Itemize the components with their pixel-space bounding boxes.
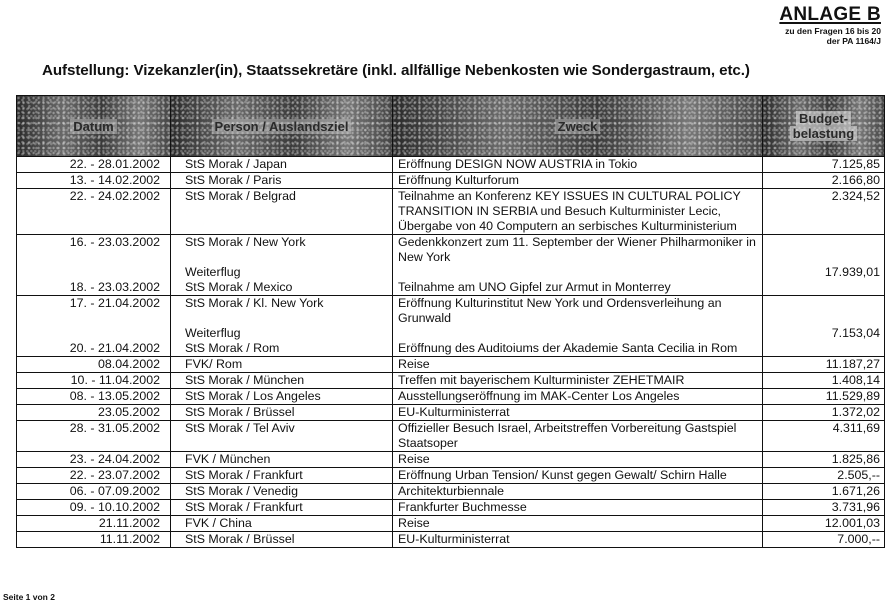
amount-text: 11.187,27 <box>825 357 880 371</box>
onward-flight-label: Weiterflug <box>185 265 241 279</box>
table-row <box>17 389 885 405</box>
date-text: 16. - 23.03.2002 <box>69 235 160 249</box>
cell-person-destination <box>171 516 393 532</box>
purpose-text: Gedenkkonzert zum 11. September der Wiener Philharmoniker in New York <box>398 235 756 264</box>
amount-text: 7.125,85 <box>831 157 880 171</box>
person-text: FVK/ Rom <box>185 357 243 371</box>
date-text: 21.11.2002 <box>98 516 160 530</box>
table-row <box>17 421 885 452</box>
cell-purpose <box>393 468 763 484</box>
date-text: 08. - 13.05.2002 <box>69 389 160 403</box>
annex-title: ANLAGE B <box>779 4 881 25</box>
cell-person-destination <box>171 500 393 516</box>
cell-person-destination <box>171 296 393 357</box>
cell-purpose <box>393 157 763 173</box>
continuation-person-text: StS Morak / Rom <box>185 341 280 355</box>
cell-person-destination <box>171 421 393 452</box>
cell-person-destination <box>171 173 393 189</box>
person-text: StS Morak / Venedig <box>185 484 298 498</box>
table-row <box>17 189 885 235</box>
cell-date <box>17 157 171 173</box>
cell-date <box>17 173 171 189</box>
table-row <box>17 500 885 516</box>
table-row <box>17 173 885 189</box>
cell-purpose <box>393 173 763 189</box>
cell-date <box>17 296 171 357</box>
continuation-purpose-text: Teilnahme am UNO Gipfel zur Armut in Monterrey <box>398 280 671 294</box>
table-row <box>17 235 885 296</box>
continuation-purpose-text: Eröffnung des Auditoiums der Akademie Santa Cecilia in Rom <box>398 341 738 355</box>
cell-budget <box>763 532 885 548</box>
cell-person-destination <box>171 452 393 468</box>
person-text: StS Morak / Los Angeles <box>185 389 321 403</box>
cell-purpose <box>393 421 763 452</box>
cell-date <box>17 189 171 235</box>
amount-text: 1.671,26 <box>831 484 880 498</box>
purpose-text: Reise <box>398 357 430 371</box>
cell-budget <box>763 468 885 484</box>
cell-date <box>17 373 171 389</box>
cell-purpose <box>393 516 763 532</box>
date-text: 13. - 14.02.2002 <box>69 173 160 187</box>
header-budget: Budget- belastung <box>763 96 885 157</box>
person-text: StS Morak / Brüssel <box>185 532 295 546</box>
purpose-text: Teilnahme an Konferenz KEY ISSUES IN CULTURAL POLICY TRANSITION IN SERBIA und Besuch Kulturminister Lecic, Übergabe von 40 Computern an serbisches Kulturministerium <box>398 189 741 233</box>
person-text: StS Morak / Frankfurt <box>185 468 303 482</box>
cell-purpose <box>393 405 763 421</box>
cell-date <box>17 468 171 484</box>
cell-purpose <box>393 235 763 296</box>
cell-budget <box>763 235 885 296</box>
date-text: 09. - 10.10.2002 <box>69 500 160 514</box>
cell-budget <box>763 452 885 468</box>
cell-budget <box>763 389 885 405</box>
continuation-date-text: 18. - 23.03.2002 <box>69 280 160 294</box>
purpose-text: Eröffnung Kulturforum <box>398 173 519 187</box>
purpose-text: Reise <box>398 452 430 466</box>
cell-date <box>17 532 171 548</box>
table-row <box>17 373 885 389</box>
person-text: FVK / München <box>185 452 271 466</box>
date-text: 08.04.2002 <box>97 357 160 371</box>
purpose-text: Frankfurter Buchmesse <box>398 500 527 514</box>
person-text: StS Morak / New York <box>185 235 306 249</box>
amount-text: 4.311,69 <box>832 421 880 435</box>
cell-budget <box>763 484 885 500</box>
cell-purpose <box>393 389 763 405</box>
amount-text: 7.000,-- <box>837 532 880 546</box>
table-row <box>17 516 885 532</box>
purpose-text: Ausstellungseröffnung im MAK-Center Los Angeles <box>398 389 680 403</box>
cell-date <box>17 500 171 516</box>
table-row <box>17 484 885 500</box>
header-person-destination: Person / Auslandsziel <box>171 96 393 157</box>
amount-text: 1.825,86 <box>831 452 880 466</box>
person-text: StS Morak / Brüssel <box>185 405 295 419</box>
person-text: StS Morak / München <box>185 373 305 387</box>
cell-date <box>17 389 171 405</box>
onward-flight-label: Weiterflug <box>185 326 241 340</box>
table-row <box>17 357 885 373</box>
annex-block <box>779 4 881 46</box>
cell-person-destination <box>171 373 393 389</box>
amount-text: 17.939,01 <box>824 265 880 279</box>
amount-text: 3.731,96 <box>831 500 880 514</box>
person-text: StS Morak / Belgrad <box>185 189 296 203</box>
cell-budget <box>763 373 885 389</box>
cell-budget <box>763 173 885 189</box>
date-text: 17. - 21.04.2002 <box>69 296 160 310</box>
cell-budget <box>763 516 885 532</box>
table-body <box>17 157 885 548</box>
cell-person-destination <box>171 532 393 548</box>
cell-purpose <box>393 532 763 548</box>
amount-text: 2.324,52 <box>831 189 880 203</box>
cell-person-destination <box>171 389 393 405</box>
table-row <box>17 405 885 421</box>
cell-budget <box>763 421 885 452</box>
cell-person-destination <box>171 357 393 373</box>
header-purpose: Zweck <box>393 96 763 157</box>
continuation-date-text: 20. - 21.04.2002 <box>69 341 160 355</box>
amount-text: 1.372,02 <box>831 405 880 419</box>
date-text: 10. - 11.04.2002 <box>70 373 160 387</box>
cell-budget <box>763 189 885 235</box>
cell-date <box>17 516 171 532</box>
date-text: 22. - 23.07.2002 <box>69 468 160 482</box>
table-row <box>17 296 885 357</box>
date-text: 23. - 24.04.2002 <box>69 452 160 466</box>
cell-budget <box>763 296 885 357</box>
person-text: StS Morak / Japan <box>185 157 287 171</box>
purpose-text: Eröffnung Urban Tension/ Kunst gegen Gewalt/ Schirn Halle <box>398 468 727 482</box>
header-date: Datum <box>17 96 171 157</box>
amount-text: 7.153,04 <box>831 326 880 340</box>
date-text: 11.11.2002 <box>99 532 160 546</box>
table-row <box>17 532 885 548</box>
date-text: 22. - 28.01.2002 <box>69 157 160 171</box>
purpose-text: Reise <box>398 516 430 530</box>
amount-text: 11.529,89 <box>825 389 880 403</box>
person-text: StS Morak / Frankfurt <box>185 500 303 514</box>
date-text: 23.05.2002 <box>97 405 160 419</box>
cell-budget <box>763 405 885 421</box>
person-text: StS Morak / Paris <box>185 173 282 187</box>
expense-table <box>16 95 885 548</box>
purpose-text: Eröffnung Kulturinstitut New York und Ordensverleihung an Grunwald <box>398 296 722 325</box>
purpose-text: Eröffnung DESIGN NOW AUSTRIA in Tokio <box>398 157 638 171</box>
cell-date <box>17 357 171 373</box>
table-row <box>17 157 885 173</box>
purpose-text: Architekturbiennale <box>398 484 505 498</box>
amount-text: 2.166,80 <box>831 173 880 187</box>
date-text: 28. - 31.05.2002 <box>69 421 160 435</box>
table-row <box>17 452 885 468</box>
person-text: FVK / China <box>185 516 252 530</box>
cell-person-destination <box>171 468 393 484</box>
cell-purpose <box>393 189 763 235</box>
cell-budget <box>763 157 885 173</box>
cell-person-destination <box>171 235 393 296</box>
cell-person-destination <box>171 157 393 173</box>
annex-reference-pa: der PA 1164/J <box>826 36 881 46</box>
cell-purpose <box>393 500 763 516</box>
page-number: Seite 1 von 2 <box>3 592 55 602</box>
cell-date <box>17 405 171 421</box>
cell-date <box>17 484 171 500</box>
cell-person-destination <box>171 484 393 500</box>
purpose-text: EU-Kulturministerrat <box>398 532 510 546</box>
annex-reference-questions: zu den Fragen 16 bis 20 <box>785 26 881 36</box>
table-header-row <box>17 96 885 157</box>
document-title: Aufstellung: Vizekanzler(in), Staatssekretäre (inkl. allfällige Nebenkosten wie Sondergastraum, etc.) <box>42 62 750 79</box>
amount-text: 2.505,-- <box>837 468 880 482</box>
cell-budget <box>763 357 885 373</box>
cell-person-destination <box>171 405 393 421</box>
purpose-text: Treffen mit bayerischem Kulturminister ZEHETMAIR <box>398 373 685 387</box>
cell-purpose <box>393 296 763 357</box>
continuation-person-text: StS Morak / Mexico <box>185 280 293 294</box>
person-text: StS Morak / Tel Aviv <box>185 421 295 435</box>
purpose-text: EU-Kulturministerrat <box>398 405 510 419</box>
cell-person-destination <box>171 189 393 235</box>
cell-purpose <box>393 484 763 500</box>
table-row <box>17 468 885 484</box>
amount-text: 12.001,03 <box>824 516 880 530</box>
date-text: 06. - 07.09.2002 <box>69 484 160 498</box>
cell-purpose <box>393 373 763 389</box>
cell-purpose <box>393 452 763 468</box>
cell-date <box>17 235 171 296</box>
cell-date <box>17 421 171 452</box>
date-text: 22. - 24.02.2002 <box>69 189 160 203</box>
cell-budget <box>763 500 885 516</box>
cell-purpose <box>393 357 763 373</box>
purpose-text: Offizieller Besuch Israel, Arbeitstreffen Vorbereitung Gastspiel Staatsoper <box>398 421 737 450</box>
person-text: StS Morak / Kl. New York <box>185 296 324 310</box>
amount-text: 1.408,14 <box>831 373 880 387</box>
cell-date <box>17 452 171 468</box>
